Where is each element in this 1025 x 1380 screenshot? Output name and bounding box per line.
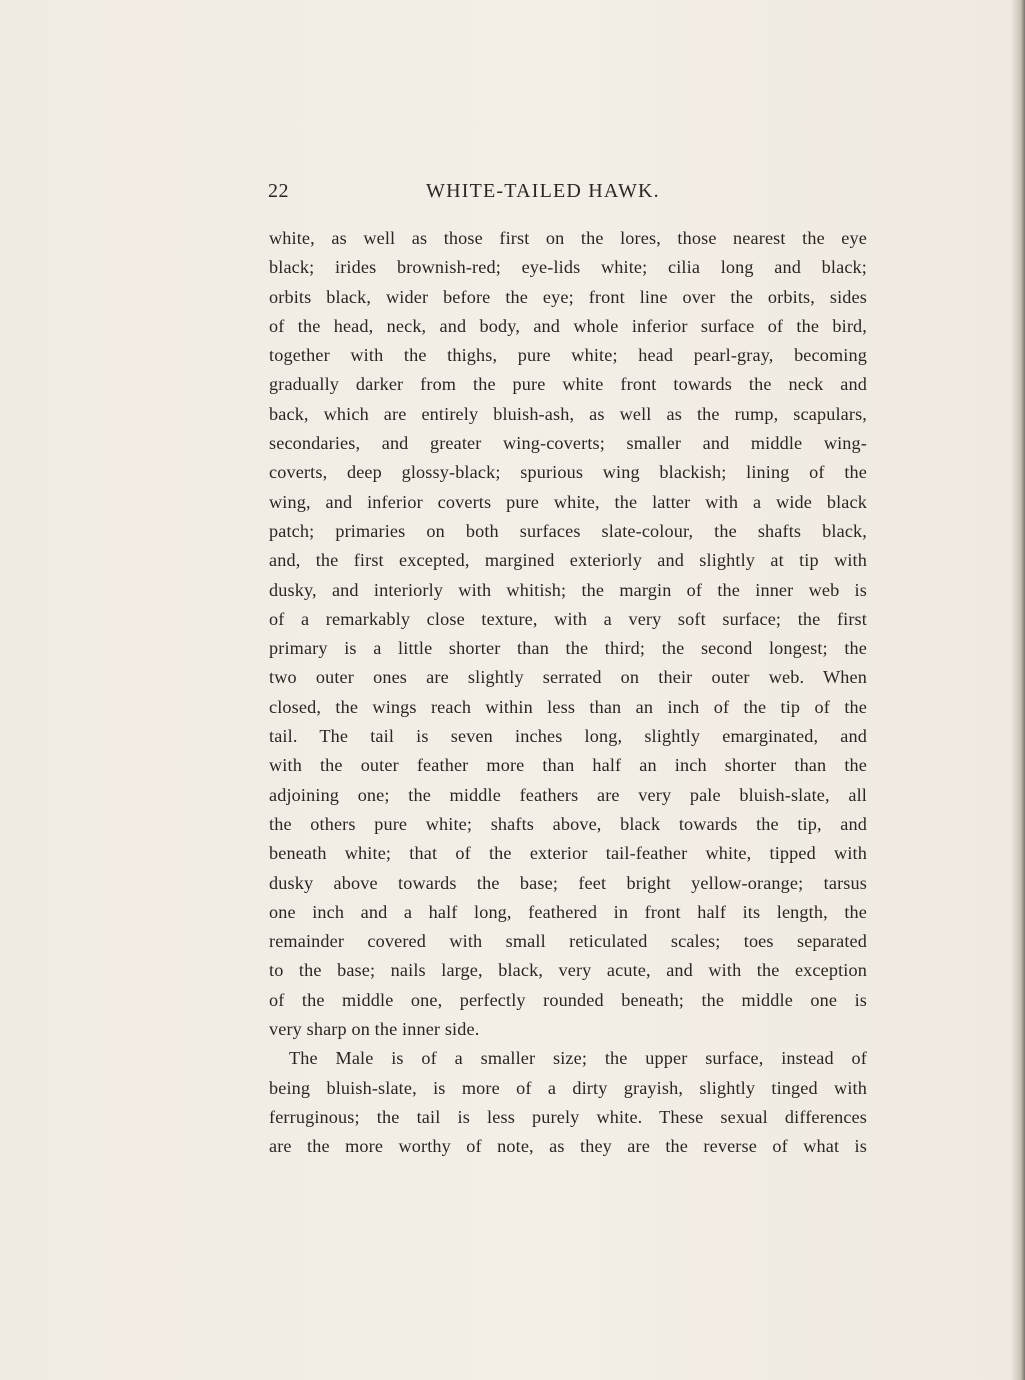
- text-line: dusky, and interiorly with whitish; the margin of the inner web is: [269, 579, 867, 600]
- text-line: coverts, deep glossy-black; spurious wing blackish; lining of the: [269, 462, 867, 483]
- text-line: adjoining one; the middle feathers are very pale bluish-slate, all: [269, 784, 867, 805]
- text-line: black; irides brownish-red; eye-lids white; cilia long and black;: [269, 257, 867, 278]
- text-line: of a remarkably close texture, with a very soft surface; the first: [269, 608, 867, 629]
- text-line: tail. The tail is seven inches long, slightly emarginated, and: [269, 726, 867, 747]
- text-line: with the outer feather more than half an inch shorter than the: [269, 755, 867, 776]
- text-line: dusky above towards the base; feet bright yellow-orange; tarsus: [269, 872, 867, 893]
- text-line: beneath white; that of the exterior tail-feather white, tipped with: [269, 843, 867, 864]
- text-line: closed, the wings reach within less than an inch of the tip of the: [269, 696, 867, 717]
- text-line: ferruginous; the tail is less purely white. These sexual differences: [269, 1106, 867, 1127]
- text-line: of the middle one, perfectly rounded beneath; the middle one is: [269, 989, 867, 1010]
- body-text: [269, 224, 867, 1162]
- page-number: 22: [268, 180, 289, 202]
- text-line: remainder covered with small reticulated scales; toes separated: [269, 931, 867, 952]
- text-line: orbits black, wider before the eye; front line over the orbits, sides: [269, 286, 867, 307]
- text-line: very sharp on the inner side.: [269, 1019, 480, 1040]
- text-line: secondaries, and greater wing-coverts; smaller and middle wing-: [269, 433, 867, 454]
- text-line: wing, and inferior coverts pure white, the latter with a wide black: [269, 491, 867, 512]
- text-line: The Male is of a smaller size; the upper surface, instead of: [289, 1048, 867, 1069]
- running-title: WHITE-TAILED HAWK.: [426, 180, 660, 202]
- page-header: [268, 180, 868, 216]
- text-line: one inch and a half long, feathered in front half its length, the: [269, 901, 867, 922]
- text-line: white, as well as those first on the lores, those nearest the eye: [269, 228, 867, 248]
- text-line: two outer ones are slightly serrated on their outer web. When: [269, 667, 867, 688]
- text-line: to the base; nails large, black, very acute, and with the exception: [269, 960, 867, 981]
- text-line: gradually darker from the pure white front towards the neck and: [269, 374, 867, 395]
- page-edge-shadow: [1011, 0, 1025, 1380]
- text-line: together with the thighs, pure white; head pearl-gray, becoming: [269, 345, 867, 366]
- text-line: the others pure white; shafts above, black towards the tip, and: [269, 813, 867, 834]
- text-line: of the head, neck, and body, and whole inferior surface of the bird,: [269, 315, 867, 336]
- text-line: being bluish-slate, is more of a dirty grayish, slightly tinged with: [269, 1077, 867, 1098]
- text-line: primary is a little shorter than the third; the second longest; the: [269, 638, 867, 659]
- text-line: back, which are entirely bluish-ash, as well as the rump, scapulars,: [269, 403, 867, 424]
- text-line: and, the first excepted, margined exteriorly and slightly at tip with: [269, 550, 867, 571]
- text-line: are the more worthy of note, as they are the reverse of what is: [269, 1136, 867, 1157]
- text-line: patch; primaries on both surfaces slate-colour, the shafts black,: [269, 520, 867, 541]
